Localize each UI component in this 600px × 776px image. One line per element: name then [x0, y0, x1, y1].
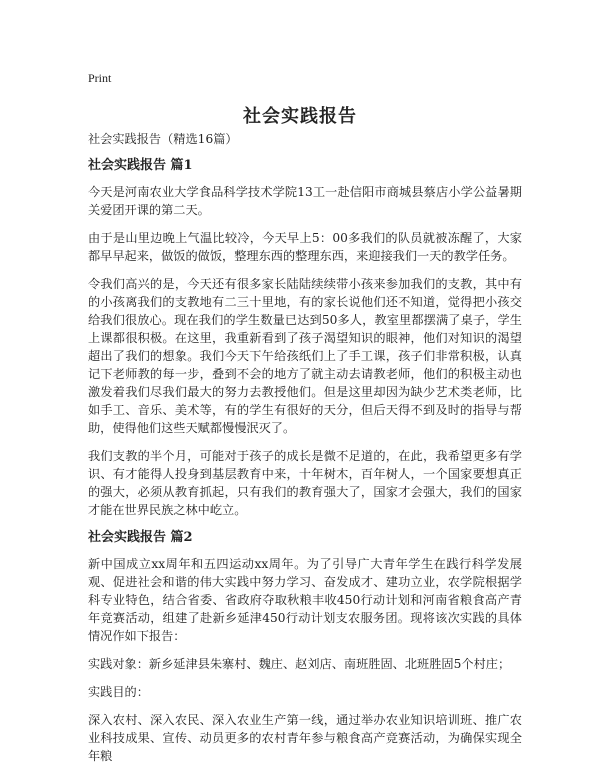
paragraph: 实践目的： [88, 685, 149, 699]
page-title: 社会实践报告 [243, 106, 357, 127]
section-heading: 社会实践报告 篇2 [88, 530, 193, 545]
paragraph: 新中国成立xx周年和五四运动xx周年。为了引导广大青年学生在践行科学发展观、促进社会和谐的伟大实践中努力学习、奋发成才、建功立业，农学院根据学科专业特色，结合省委、省政府夺取秋粮丰收450行动计划和河南省粮食高产青年竞赛活动，组建了赴新乡延津450行动计划支农服务团。现将该次实践的具体情况作如下报告： [88, 557, 522, 643]
paragraph: 令我们高兴的是，今天还有很多家长陆陆续续带小孩来参加我们的支教，其中有的小孩离我们的支教地有二三十里地，有的家长说他们还不知道，觉得把小孩交给我们很放心。现在我们的学生数量已达到50多人，教室里都摆满了桌子，学生上课都很积极。在这里，我重新看到了孩子渴望知识的眼神，他们对知识的渴望超出了我们的想象。我们今天下午给孩纸们上了手工课，孩子们非常积极，认真记下老师教的每一步，叠到不会的地方了就主动去请教老师，他们的积极主动也激发着我们尽我们最大的努力去教授他们。但是这里却因为缺少艺术类老师，比如手工、音乐、美术等，有的学生有很好的天分，但后天得不到及时的指导与帮助，使得他们这些天赋都慢慢泯灭了。 [88, 277, 522, 435]
paragraph: 今天是河南农业大学食品科学技术学院13工一赴信阳市商城县蔡店小学公益暑期关爱团开课的第二天。 [88, 185, 522, 217]
print-link[interactable]: Print [88, 71, 112, 85]
document-subtitle: 社会实践报告（精选16篇） [88, 132, 238, 146]
section-heading: 社会实践报告 篇1 [88, 158, 193, 173]
paragraph: 深入农村、深入农民、深入农业生产第一线，通过举办农业知识培训班、推广农业科技成果、宣传、动员更多的农村青年参与粮食高产竞赛活动，为确保实现全年粮 [88, 713, 522, 763]
paragraph: 实践对象：新乡延津县朱寨村、魏庄、赵刘店、南班胜固、北班胜固5个村庄； [88, 657, 511, 671]
document-body [88, 130, 522, 775]
paragraph: 我们支教的半个月，可能对于孩子的成长是微不足道的，在此，我希望更多有学识、有才能得人投身到基层教育中来，十年树木，百年树人，一个国家要想真正的强大，必须从教育抓起，只有我们的教育强大了，国家才会强大，我们的国家才能在世界民族之林中屹立。 [88, 449, 522, 517]
paragraph: 由于是山里边晚上气温比较冷，今天早上5：00多我们的队员就被冻醒了，大家都早早起来，做饭的做饭，整理东西的整理东西，来迎接我们一天的教学任务。 [88, 231, 522, 263]
